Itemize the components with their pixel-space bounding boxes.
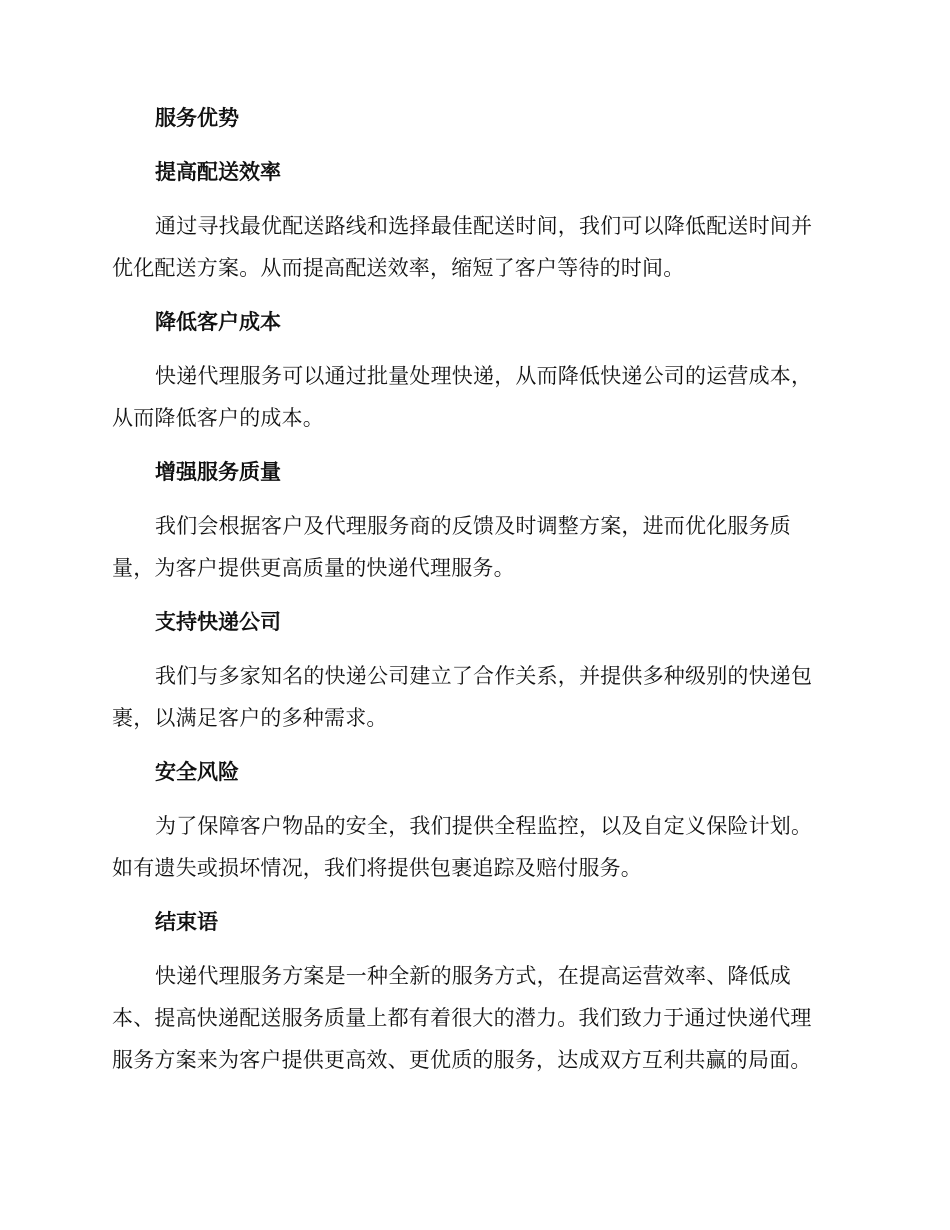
paragraph-line: 如有遗失或损坏情况，我们将提供包裹追踪及赔付服务。 bbox=[112, 856, 642, 880]
section-heading: 提高配送效率 bbox=[155, 160, 281, 184]
document-page bbox=[112, 104, 832, 1100]
section-paragraph bbox=[112, 205, 832, 289]
section-heading: 结束语 bbox=[155, 910, 218, 934]
paragraph-line: 我们与多家知名的快递公司建立了合作关系，并提供多种级别的快递包 bbox=[155, 664, 813, 688]
paragraph-line: 本、提高快递配送服务质量上都有着很大的潜力。我们致力于通过快递代理 bbox=[112, 1006, 812, 1030]
paragraph-line: 量，为客户提供更高质量的快递代理服务。 bbox=[112, 556, 515, 580]
section-delivery-efficiency bbox=[112, 158, 832, 289]
section-service-quality bbox=[112, 458, 832, 589]
section-paragraph bbox=[112, 805, 832, 889]
paragraph-line: 通过寻找最优配送路线和选择最佳配送时间，我们可以降低配送时间并 bbox=[155, 214, 813, 238]
paragraph-line: 服务方案来为客户提供更高效、更优质的服务，达成双方互利共赢的局面。 bbox=[112, 1048, 812, 1072]
section-service-advantages bbox=[112, 104, 832, 132]
section-paragraph bbox=[112, 655, 832, 739]
section-paragraph bbox=[112, 955, 832, 1081]
paragraph-line: 裹，以满足客户的多种需求。 bbox=[112, 706, 388, 730]
section-security-risk bbox=[112, 758, 832, 889]
section-heading: 安全风险 bbox=[155, 760, 239, 784]
section-reduce-customer-cost bbox=[112, 308, 832, 439]
section-heading: 增强服务质量 bbox=[155, 460, 281, 484]
section-heading: 降低客户成本 bbox=[155, 310, 281, 334]
section-courier-support bbox=[112, 608, 832, 739]
paragraph-line: 优化配送方案。从而提高配送效率，缩短了客户等待的时间。 bbox=[112, 256, 685, 280]
paragraph-line: 快递代理服务方案是一种全新的服务方式，在提高运营效率、降低成 bbox=[155, 964, 791, 988]
section-paragraph bbox=[112, 355, 832, 439]
paragraph-line: 从而降低客户的成本。 bbox=[112, 406, 324, 430]
section-paragraph bbox=[112, 505, 832, 589]
paragraph-line: 快递代理服务可以通过批量处理快递，从而降低快递公司的运营成本， bbox=[155, 364, 813, 388]
paragraph-line: 我们会根据客户及代理服务商的反馈及时调整方案，进而优化服务质 bbox=[155, 514, 791, 538]
section-conclusion bbox=[112, 908, 832, 1081]
paragraph-line: 为了保障客户物品的安全，我们提供全程监控，以及自定义保险计划。 bbox=[155, 814, 813, 838]
section-heading: 支持快递公司 bbox=[155, 610, 281, 634]
section-heading: 服务优势 bbox=[155, 106, 239, 130]
